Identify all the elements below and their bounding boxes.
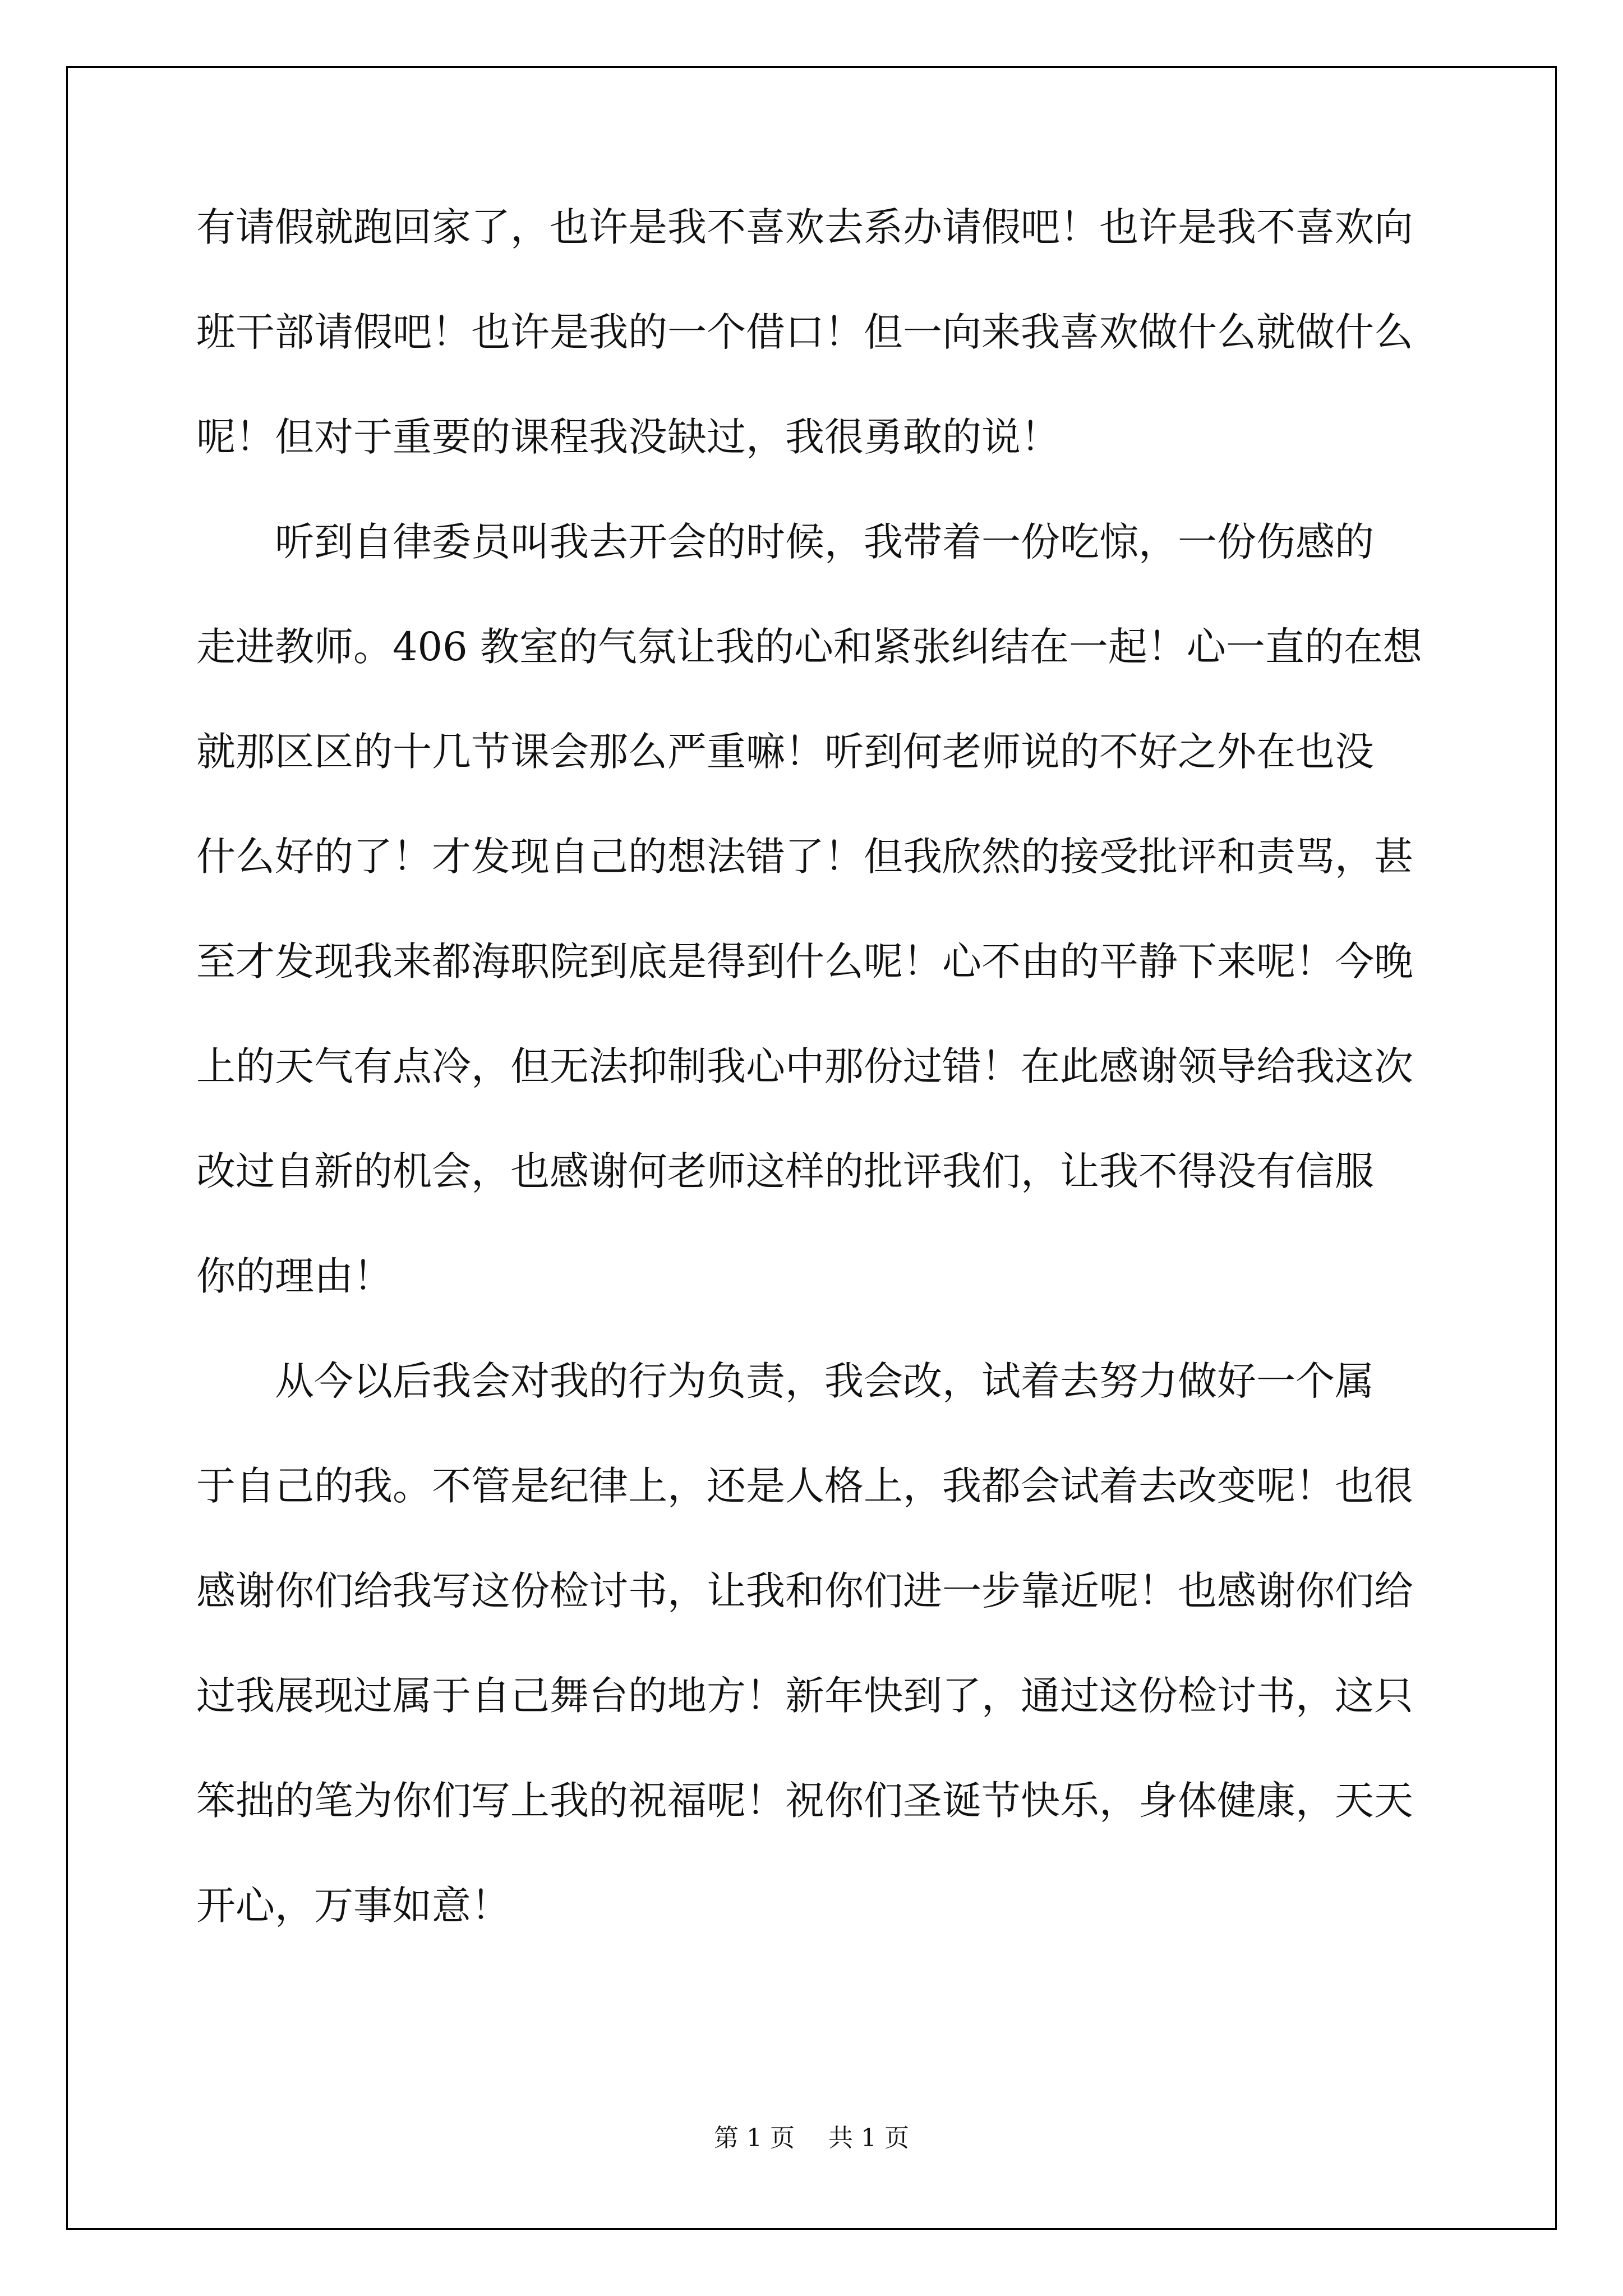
text-line: 过我展现过属于自己舞台的地方！新年快到了，通过这份检讨书，这只 <box>196 1673 1413 1719</box>
page-footer <box>0 2126 1623 2151</box>
text-line: 开心，万事如意！ <box>196 1883 510 1929</box>
text-line: 上的天气有点冷，但无法抑制我心中那份过错！在此感谢领导给我这次 <box>196 1043 1413 1089</box>
text-line: 改过自新的机会，也感谢何老师这样的批评我们，让我不得没有信服 <box>196 1148 1374 1194</box>
text-line: 感谢你们给我写这份检讨书，让我和你们进一步靠近呢！也感谢你们给 <box>196 1568 1413 1614</box>
text-line: 就那区区的十几节课会那么严重嘛！听到何老师说的不好之外在也没 <box>196 729 1374 775</box>
document-body <box>196 204 1430 1991</box>
text-line: 于自己的我。不管是纪律上，还是人格上，我都会试着去改变呢！也很 <box>196 1463 1413 1509</box>
text-line: 班干部请假吧！也许是我的一个借口！但一向来我喜欢做什么就做什么 <box>196 309 1413 355</box>
page-total: 共 1 页 <box>828 2124 909 2152</box>
paragraph-start-line: 听到自律委员叫我去开会的时候，我带着一份吃惊，一份伤感的 <box>275 519 1374 565</box>
page-number: 第 1 页 <box>714 2124 795 2152</box>
text-line: 至才发现我来都海职院到底是得到什么呢！心不由的平静下来呢！今晚 <box>196 938 1413 984</box>
text-line: 你的理由！ <box>196 1253 393 1299</box>
text-line: 有请假就跑回家了，也许是我不喜欢去系办请假吧！也许是我不喜欢向 <box>196 204 1413 250</box>
paragraph-start-line: 从今以后我会对我的行为负责，我会改，试着去努力做好一个属 <box>275 1358 1374 1404</box>
text-line: 走进教师。406 教室的气氛让我的心和紧张纠结在一起！心一直的在想 <box>196 624 1422 670</box>
text-line: 什么好的了！才发现自己的想法错了！但我欣然的接受批评和责骂，甚 <box>196 834 1413 880</box>
text-line: 呢！但对于重要的课程我没缺过，我很勇敢的说！ <box>196 414 1060 460</box>
text-line: 笨拙的笔为你们写上我的祝福呢！祝你们圣诞节快乐，身体健康，天天 <box>196 1778 1413 1824</box>
